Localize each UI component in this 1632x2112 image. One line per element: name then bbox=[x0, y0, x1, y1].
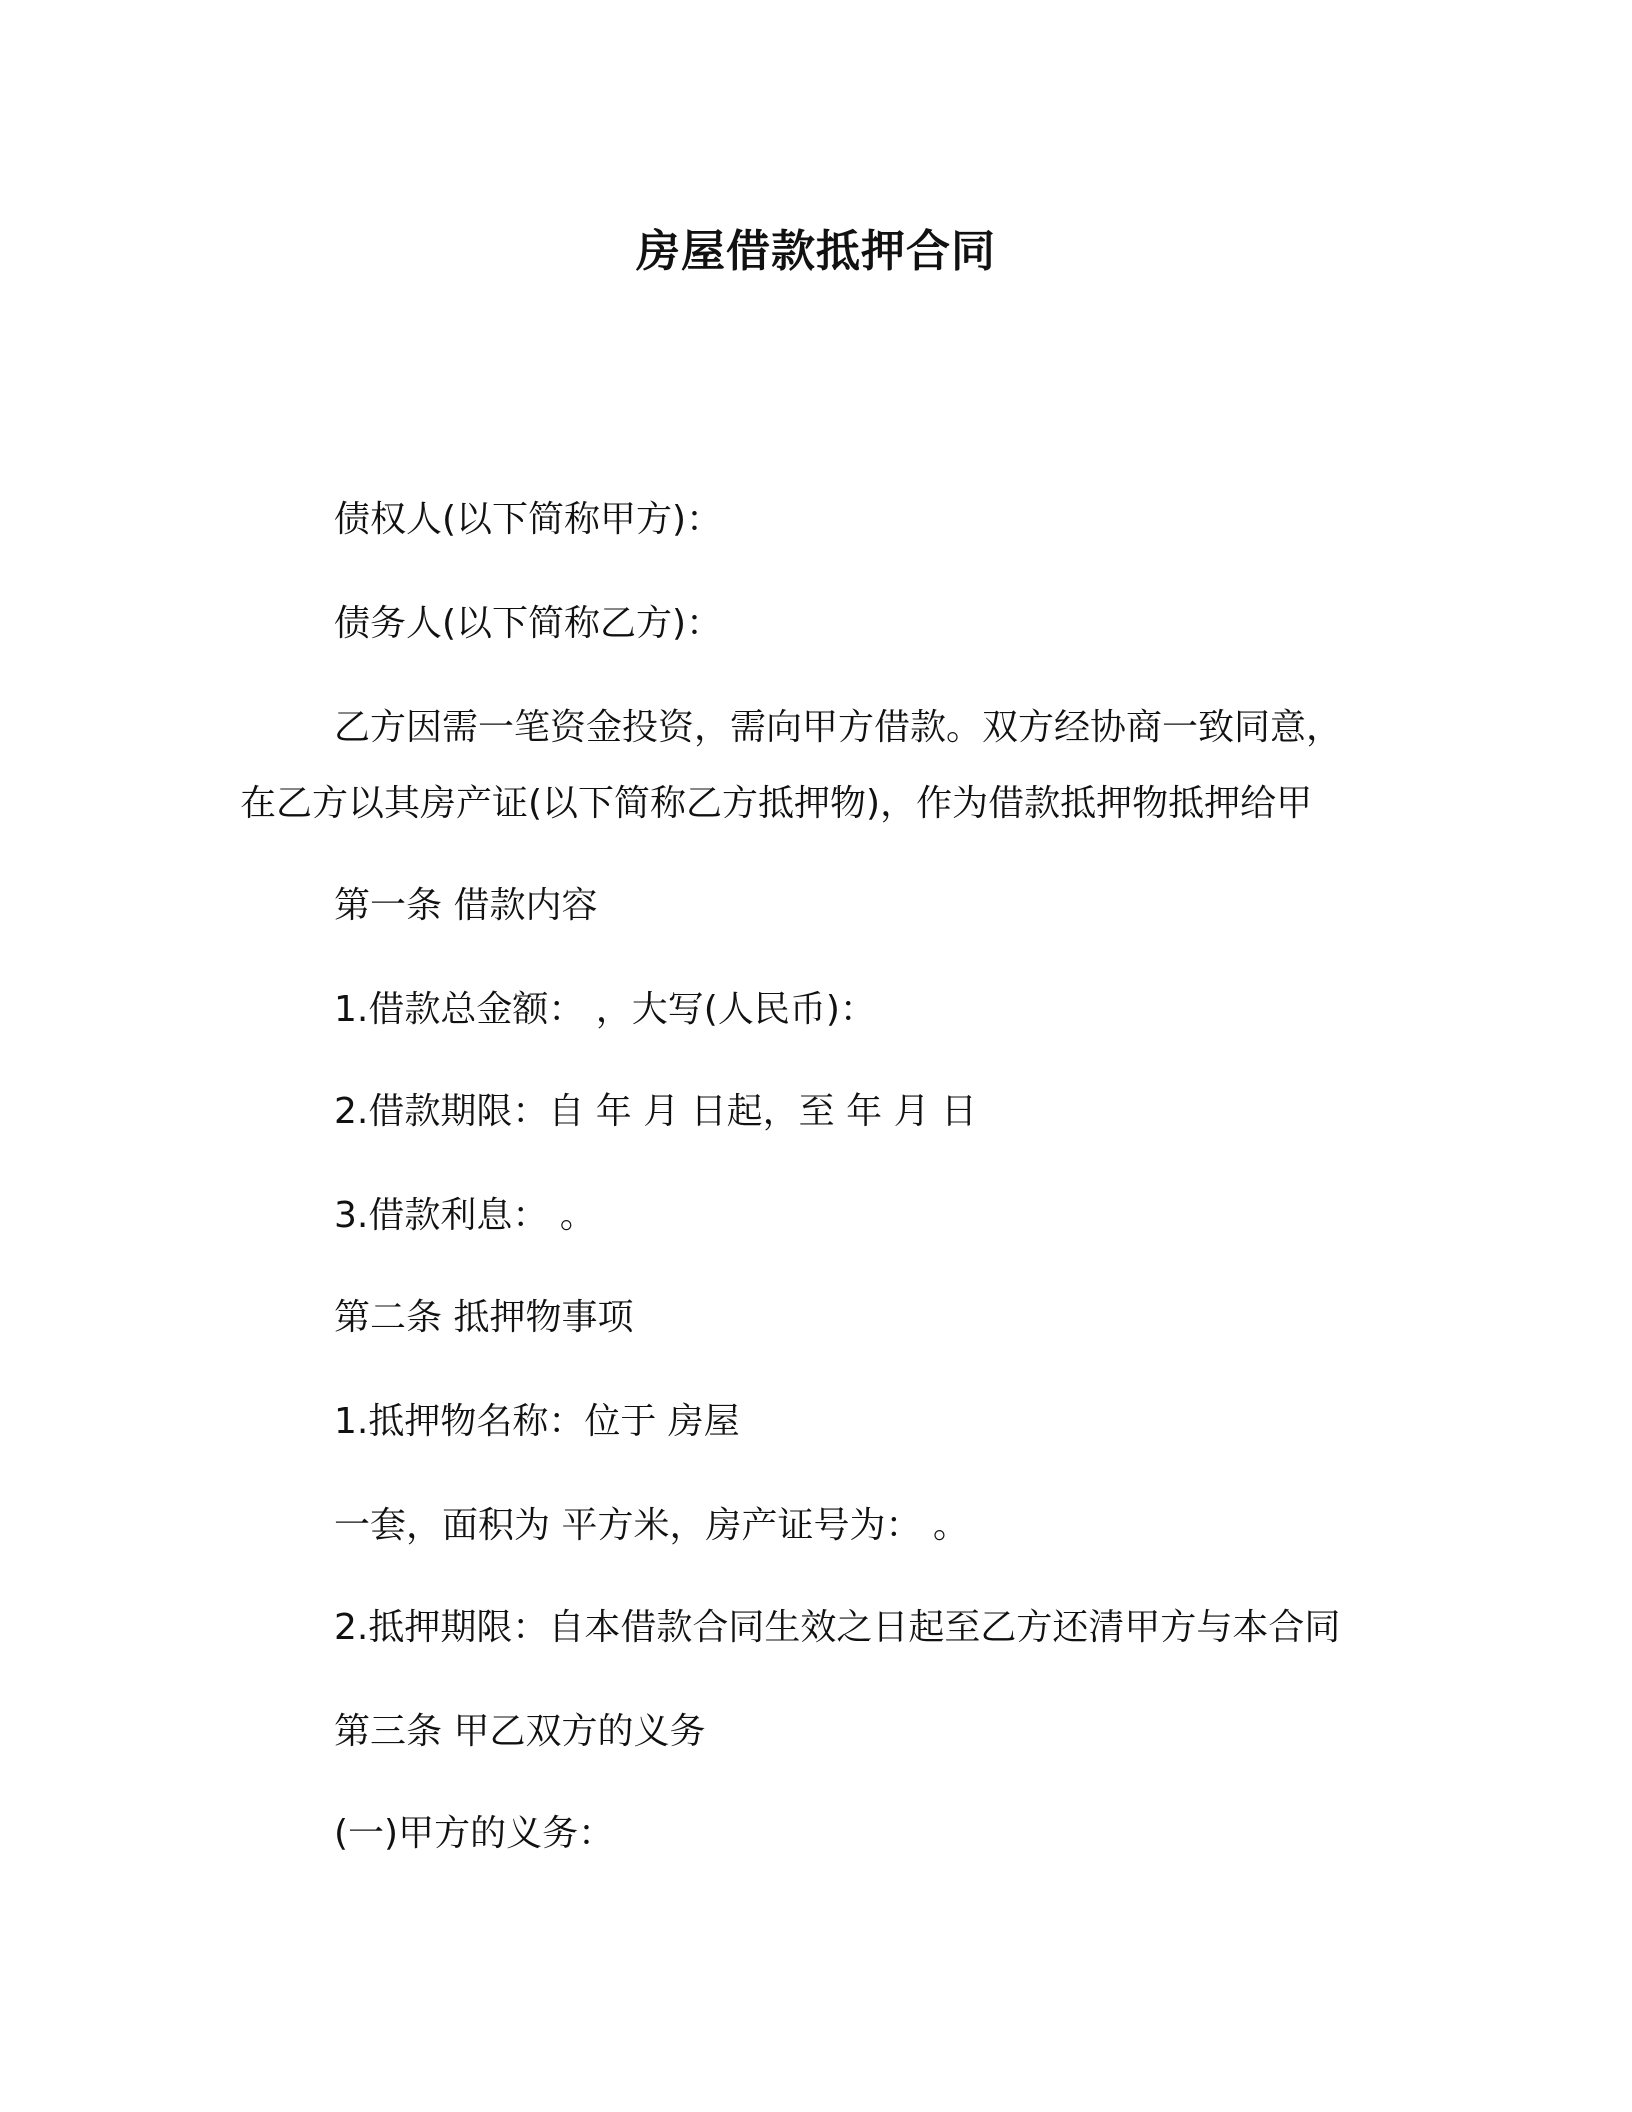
mortgage-term-line: 2.抵押期限：自本借款合同生效之日起至乙方还清甲方与本合同 bbox=[334, 1607, 1341, 1648]
collateral-name-line: 1.抵押物名称：位于 房屋 bbox=[334, 1401, 740, 1442]
article-2-heading: 第二条 抵押物事项 bbox=[334, 1297, 634, 1338]
loan-term-line: 2.借款期限：自 年 月 日起，至 年 月 日 bbox=[334, 1091, 978, 1132]
party-a-duties-heading: (一)甲方的义务： bbox=[334, 1813, 615, 1854]
preamble-line-1: 乙方因需一笔资金投资，需向甲方借款。双方经协商一致同意， bbox=[334, 707, 1343, 748]
loan-amount-line: 1.借款总金额： ，大写(人民币)： bbox=[334, 989, 876, 1030]
article-3-heading: 第三条 甲乙双方的义务 bbox=[334, 1711, 706, 1752]
loan-interest-line: 3.借款利息： 。 bbox=[334, 1195, 596, 1236]
creditor-line: 债权人(以下简称甲方)： bbox=[334, 499, 723, 540]
debtor-line: 债务人(以下简称乙方)： bbox=[334, 603, 723, 644]
document-title: 房屋借款抵押合同 bbox=[636, 226, 996, 277]
article-1-heading: 第一条 借款内容 bbox=[334, 885, 598, 926]
collateral-area-line: 一套，面积为 平方米，房产证号为： 。 bbox=[334, 1505, 969, 1546]
preamble-line-2: 在乙方以其房产证(以下简称乙方抵押物)，作为借款抵押物抵押给甲 bbox=[240, 783, 1313, 824]
